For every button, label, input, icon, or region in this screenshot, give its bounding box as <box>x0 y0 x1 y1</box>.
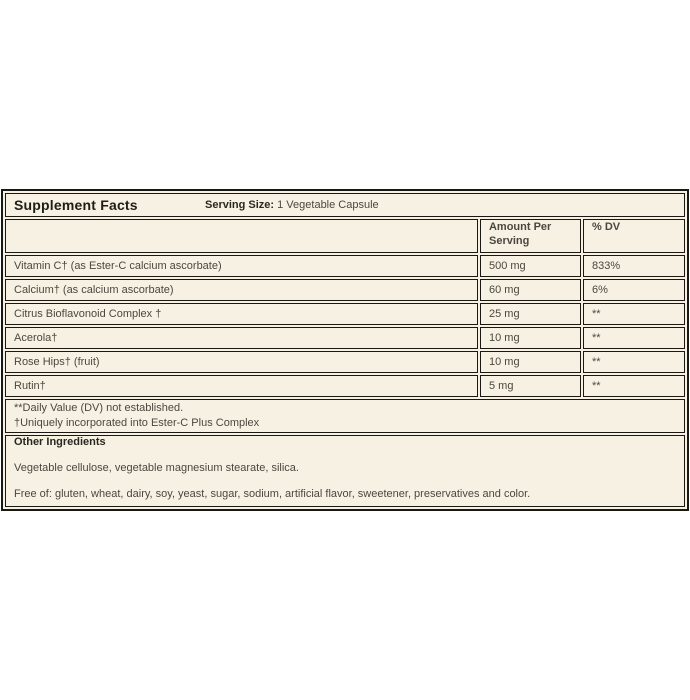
panel-title: Supplement Facts <box>14 197 138 213</box>
header-blank-cell <box>5 219 478 253</box>
other-ingredients-heading: Other Ingredients <box>14 436 106 448</box>
column-header-row <box>5 219 685 253</box>
ingredient-name: Citrus Bioflavonoid Complex † <box>5 303 478 325</box>
table-row <box>5 255 685 277</box>
ingredient-amount: 500 mg <box>480 255 581 277</box>
ingredient-dv: 6% <box>583 279 685 301</box>
free-of-statement: Free of: gluten, wheat, dairy, soy, yeast, sugar, sodium, artificial flavor, sweetener, preservatives and color. <box>14 488 531 500</box>
serving-size-value: 1 Vegetable Capsule <box>274 199 379 211</box>
footnotes-cell <box>5 399 685 433</box>
title-row <box>5 193 685 217</box>
header-amount-per-serving: Amount Per Serving <box>480 219 581 253</box>
footnote-ester-c: †Uniquely incorporated into Ester-C Plus Complex <box>14 417 260 429</box>
table-row <box>5 327 685 349</box>
ingredient-amount: 10 mg <box>480 351 581 373</box>
ingredient-name: Rose Hips† (fruit) <box>5 351 478 373</box>
table-row <box>5 375 685 397</box>
ingredient-amount: 25 mg <box>480 303 581 325</box>
title-cell <box>5 193 685 217</box>
ingredient-amount: 5 mg <box>480 375 581 397</box>
ingredient-name: Rutin† <box>5 375 478 397</box>
other-ingredients-list: Vegetable cellulose, vegetable magnesium stearate, silica. <box>14 462 299 474</box>
table-row <box>5 279 685 301</box>
header-percent-dv: % DV <box>583 219 685 253</box>
supplement-facts-panel <box>1 189 689 511</box>
serving-size-label: Serving Size: <box>205 199 275 211</box>
ingredient-amount: 60 mg <box>480 279 581 301</box>
ingredient-name: Vitamin C† (as Ester-C calcium ascorbate) <box>5 255 478 277</box>
footnotes-row <box>5 399 685 433</box>
ingredient-dv: ** <box>583 375 685 397</box>
other-ingredients-cell <box>5 435 685 507</box>
ingredient-name: Acerola† <box>5 327 478 349</box>
ingredient-dv: 833% <box>583 255 685 277</box>
other-ingredients-row <box>5 435 685 507</box>
footnote-dv-not-established: **Daily Value (DV) not established. <box>14 402 184 414</box>
table-row <box>5 303 685 325</box>
ingredient-dv: ** <box>583 303 685 325</box>
ingredient-dv: ** <box>583 327 685 349</box>
ingredient-name: Calcium† (as calcium ascorbate) <box>5 279 478 301</box>
supplement-facts-table <box>1 189 689 511</box>
ingredient-amount: 10 mg <box>480 327 581 349</box>
serving-size <box>205 199 379 211</box>
table-row <box>5 351 685 373</box>
ingredient-dv: ** <box>583 351 685 373</box>
